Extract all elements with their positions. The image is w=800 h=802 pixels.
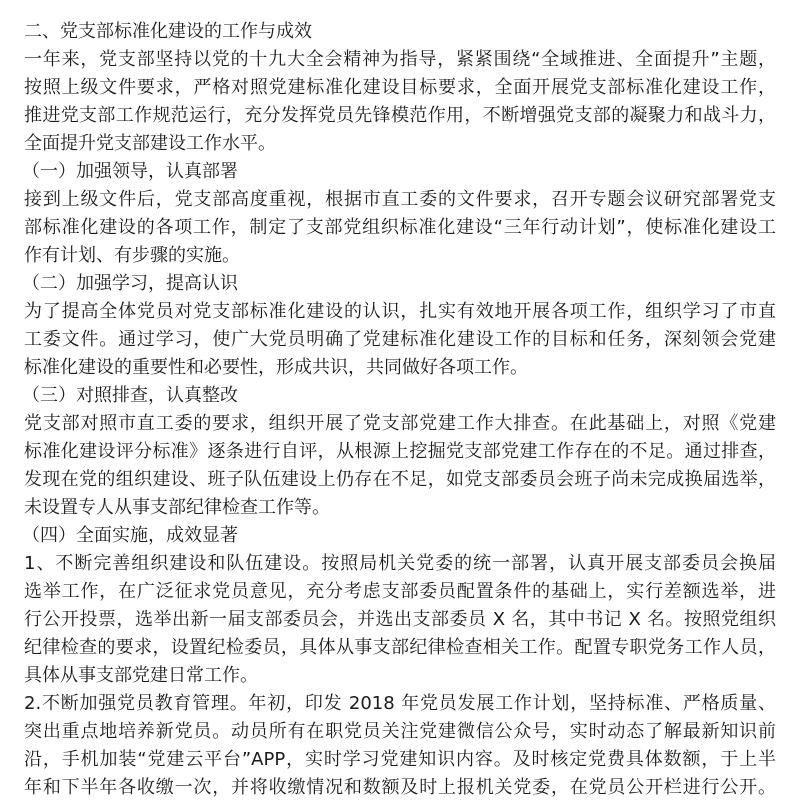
paragraph-line: 党支部对照市直工委的要求，组织开展了党支部党建工作大排查。在此基础上，对照《党建 [24, 413, 776, 434]
paragraph-line: 选举工作，在广泛征求党员意见，充分考虑支部委员配置条件的基础上，实行差额选举，进 [24, 581, 776, 602]
paragraph-line: 突出重点地培养新党员。动员所有在职党员关注党建微信公众号，实时动态了解最新知识前 [24, 721, 776, 742]
paragraph-line: 工委文件。通过学习，使广大党员明确了党建标准化建设工作的目标和任务，深刻领会党建 [24, 329, 776, 350]
subsection-heading: （四）全面实施，成效显著 [22, 525, 238, 546]
subsection-heading: （一）加强领导，认真部署 [22, 161, 238, 182]
subsection-heading: （三）对照排查，认真整改 [22, 385, 238, 406]
paragraph-line: 发现在党的组织建设、班子队伍建设上仍存在不足，如党支部委员会班子尚未完成换届选举， [24, 469, 776, 490]
subsection-heading: （二）加强学习，提高认识 [22, 273, 238, 294]
paragraph-line: 2.不断加强党员教育管理。年初，印发 2018 年党员发展工作计划，坚持标准、严格质量、 [24, 693, 776, 714]
paragraph-line: 年和下半年各收缴一次，并将收缴情况和数额及时上报机关党委，在党员公开栏进行公开。 [24, 777, 776, 798]
paragraph-line: 接到上级文件后，党支部高度重视，根据市直工委的文件要求，召开专题会议研究部署党支 [24, 189, 776, 210]
paragraph-line: 作有计划、有步骤的实施。 [24, 245, 240, 266]
paragraph-line: 沿，手机加装“党建云平台”APP，实时学习党建知识内容。及时核定党费具体数额，于上半 [24, 749, 776, 770]
paragraph-line: 按照上级文件要求，严格对照党建标准化建设目标要求，全面开展党支部标准化建设工作， [24, 77, 776, 98]
paragraph-line: 纪律检查的要求，设置纪检委员，具体从事支部纪律检查相关工作。配置专职党务工作人员， [24, 637, 776, 658]
paragraph-line: 标准化建设的重要性和必要性，形成共识，共同做好各项工作。 [24, 357, 528, 378]
paragraph-line: 具体从事支部党建日常工作。 [24, 665, 258, 686]
paragraph-line: 未设置专人从事支部纪律检查工作等。 [24, 497, 330, 518]
paragraph-line: 行公开投票，选举出新一届支部委员会，并选出支部委员 X 名，其中书记 X 名。按照党组织 [24, 609, 776, 630]
section-title: 二、党支部标准化建设的工作与成效 [24, 21, 312, 42]
paragraph-line: 标准化建设评分标准》逐条进行自评，从根源上挖掘党支部党建工作存在的不足。通过排查， [24, 441, 776, 462]
paragraph-line: 一年来，党支部坚持以党的十九大全会精神为指导，紧紧围绕“全域推进、全面提升”主题， [24, 49, 776, 70]
paragraph-line: 1、不断完善组织建设和队伍建设。按照局机关党委的统一部署，认真开展支部委员会换届 [24, 553, 776, 574]
paragraph-line: 为了提高全体党员对党支部标准化建设的认识，扎实有效地开展各项工作，组织学习了市直 [24, 301, 776, 322]
paragraph-line: 部标准化建设的各项工作，制定了支部党组织标准化建设“三年行动计划”，使标准化建设工 [24, 217, 776, 238]
paragraph-line: 推进党支部工作规范运行，充分发挥党员先锋模范作用，不断增强党支部的凝聚力和战斗力， [24, 105, 776, 126]
paragraph-line: 全面提升党支部建设工作水平。 [24, 133, 276, 154]
